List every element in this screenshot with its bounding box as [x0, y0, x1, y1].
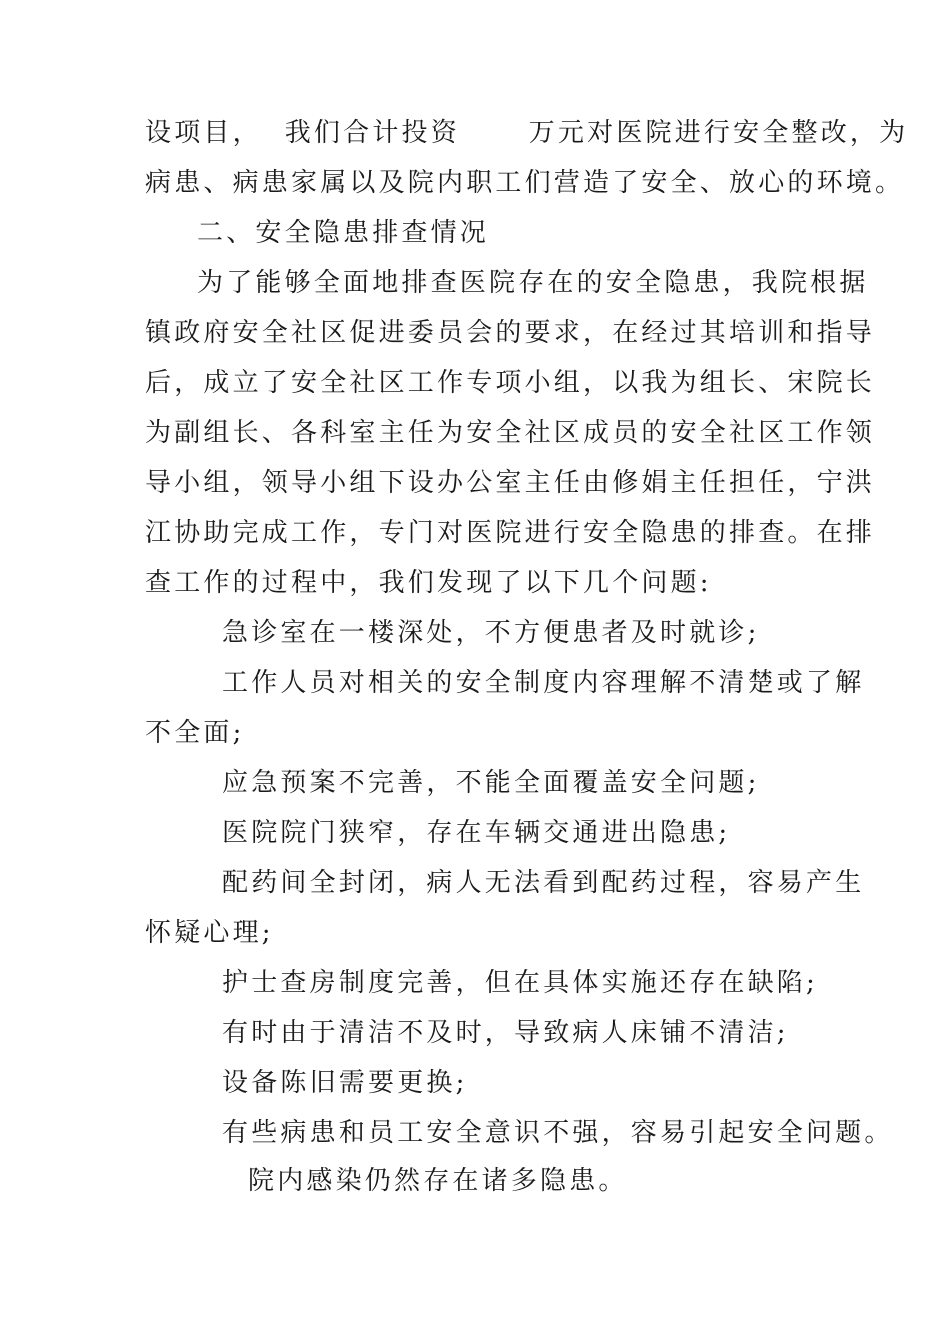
- paragraph-line: 病患、病患家属以及院内职工们营造了安全、放心的环境。: [145, 168, 905, 198]
- list-item: 有些病患和员工安全意识不强，容易引起安全问题。: [222, 1118, 894, 1148]
- list-item: 工作人员对相关的安全制度内容理解不清楚或了解: [222, 668, 865, 698]
- paragraph-line: 镇政府安全社区促进委员会的要求，在经过其培训和指导: [145, 318, 876, 348]
- paragraph-line: 导小组，领导小组下设办公室主任由修娟主任担任，宁洪: [145, 468, 876, 498]
- paragraph-line: 查工作的过程中，我们发现了以下几个问题:: [145, 568, 712, 598]
- paragraph-line: 为副组长、各科室主任为安全社区成员的安全社区工作领: [145, 418, 876, 448]
- list-item: 院内感染仍然存在诸多隐患。: [248, 1166, 628, 1196]
- list-item: 配药间全封闭，病人无法看到配药过程，容易产生: [222, 868, 865, 898]
- list-item-continuation: 怀疑心理;: [145, 918, 274, 948]
- list-item: 护士查房制度完善，但在具体实施还存在缺陷;: [222, 968, 818, 998]
- section-heading: 二、安全隐患排查情况: [197, 218, 490, 248]
- list-item: 医院院门狭窄，存在车辆交通进出隐患;: [222, 818, 731, 848]
- paragraph-line: 为了能够全面地排查医院存在的安全隐患，我院根据: [197, 268, 869, 298]
- paragraph-line: 江协助完成工作，专门对医院进行安全隐患的排查。在排: [145, 518, 876, 548]
- paragraph-line: 后，成立了安全社区工作专项小组，以我为组长、宋院长: [145, 368, 876, 398]
- list-item: 急诊室在一楼深处，不方便患者及时就诊;: [222, 618, 760, 648]
- list-item: 应急预案不完善，不能全面覆盖安全问题;: [222, 768, 760, 798]
- list-item: 设备陈旧需要更换;: [222, 1068, 468, 1098]
- paragraph-line: 设项目， 我们合计投资 万元对医院进行安全整改，为: [145, 118, 909, 148]
- list-item: 有时由于清洁不及时，导致病人床铺不清洁;: [222, 1018, 789, 1048]
- list-item-continuation: 不全面;: [145, 718, 245, 748]
